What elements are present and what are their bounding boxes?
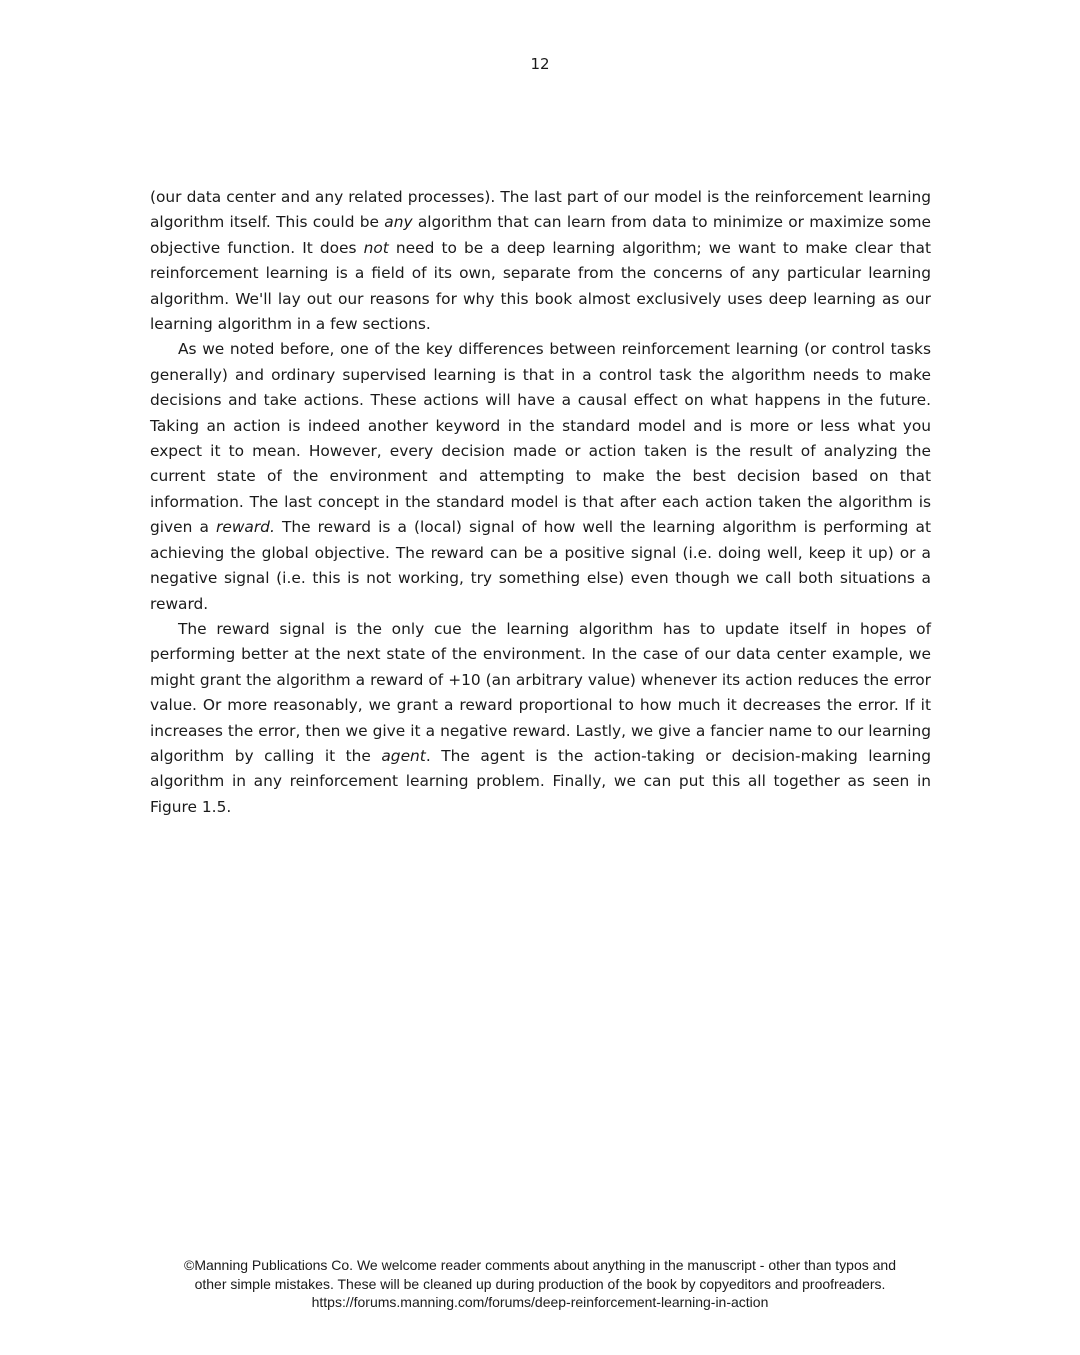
paragraph-1 bbox=[150, 185, 931, 337]
paragraph-2 bbox=[150, 337, 931, 616]
footer bbox=[0, 1256, 1080, 1312]
paragraph-1-text-2: algorithm that can learn from data to minimize or maximize some objective function. It does bbox=[150, 213, 932, 257]
paragraph-2-text-2: The reward is a (local) signal of how well the learning algorithm is performing at achieving the global objective. The reward can be a positive signal (i.e. doing well, keep it up) or a negative signal (i.e. this is not working, try something else) even though we call both situations a reward. bbox=[150, 518, 932, 613]
body-text bbox=[150, 185, 931, 820]
paragraph-2-text-1: As we noted before, one of the key differences between reinforcement learning (or control tasks generally) and ordinary supervised learning is that in a control task the algorithm needs to make decisions and take actions. These actions will have a causal effect on what happens in the future. Taking an action is indeed another keyword in the standard model and is more or less what you expect it to mean. However, every decision made or action taken is the result of analyzing the current state of the environment and attempting to make the best decision based on that information. The last concept in the standard model is that after each action taken the algorithm is given a bbox=[150, 340, 931, 537]
paragraph-3-text-1: The reward signal is the only cue the learning algorithm has to update itself in hopes of performing better at the next state of the environment. In the case of our data center example, we might grant the algorithm a reward of +10 (an arbitrary value) whenever its action reduces the error value. Or more reasonably, we grant a reward proportional to how much it decreases the error. If it increases the error, then we give it a negative reward. Lastly, we give a fancier name to our learning algorithm by calling it the bbox=[150, 619, 931, 765]
footer-copyright-line-2: other simple mistakes. These will be cleaned up during production of the book by copyeditors and proofreaders. bbox=[194, 1275, 886, 1292]
paragraph-1-emphasis-not: not bbox=[363, 238, 389, 257]
footer-forum-link[interactable]: https://forums.manning.com/forums/deep-reinforcement-learning-in-action bbox=[311, 1294, 769, 1310]
paragraph-2-emphasis-reward: reward. bbox=[216, 518, 275, 537]
paragraph-1-text-1: (our data center and any related processes). The last part of our model is the reinforcement learning algorithm itself. This could be bbox=[150, 188, 931, 232]
paragraph-3-text-2: . The agent is the action-taking or decision-making learning algorithm in any reinforcement learning problem. Finally, we can put this all together as seen in Figure 1.5. bbox=[150, 746, 931, 816]
page-number: 12 bbox=[530, 55, 550, 73]
paragraph-3 bbox=[150, 617, 931, 820]
footer-copyright-line-1: ©Manning Publications Co. We welcome reader comments about anything in the manuscript - other than typos and bbox=[184, 1257, 896, 1273]
paragraph-1-text-3: need to be a deep learning algorithm; we want to make clear that reinforcement learning is a field of its own, separate from the concerns of any particular learning algorithm. We'll lay out our reasons for why this book almost exclusively uses deep learning as our learning algorithm in a few sections. bbox=[150, 238, 932, 334]
paragraph-3-emphasis-agent: agent bbox=[381, 746, 426, 765]
paragraph-1-emphasis-any: any bbox=[384, 213, 413, 232]
